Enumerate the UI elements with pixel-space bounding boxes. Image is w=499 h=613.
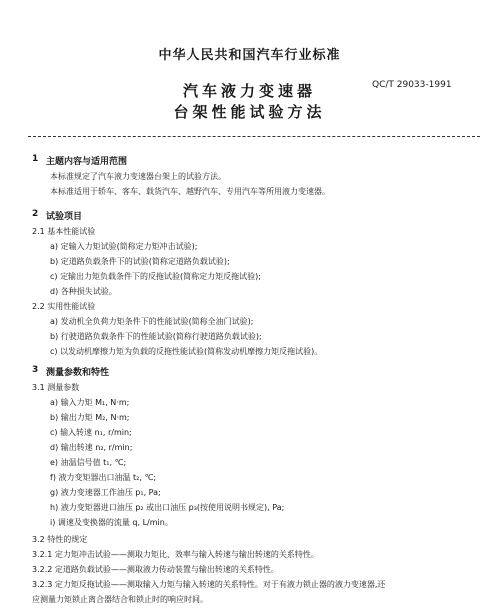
list-item: b) 定道路负载条件下的试验(简称定道路负载试验);	[50, 257, 230, 266]
list-item: c) 输入转速 n₁, r/min;	[50, 428, 132, 437]
subsection-3-2: 3.2 特性的规定	[32, 535, 88, 544]
subsection-3-1: 3.1 测量参数	[32, 383, 80, 392]
list-item: a) 定输入力矩试验(简称定力矩冲击试验);	[50, 242, 198, 251]
list-item: b) 行驶道路负载条件下的性能试验(简称行驶道路负载试验);	[50, 332, 262, 341]
header-divider	[28, 136, 480, 137]
list-item: b) 输出力矩 M₂, N·m;	[50, 413, 130, 422]
clause-3-2-3: 3.2.3 定力矩反拖试验——测取输入力矩与输入转速的关系特性。对于有液力锁止器的液力变速器,还	[32, 580, 386, 589]
list-item: a) 发动机全负荷力矩条件下的性能试验(简称全油门试验);	[50, 317, 254, 326]
paragraph-applicability: 本标准适用于轿车、客车、载货汽车、越野汽车、专用汽车等所用液力变速器。	[50, 187, 330, 196]
document-title-line1: 汽车液力变速器	[182, 82, 316, 100]
section-2-number: 2	[32, 209, 39, 219]
list-item: c) 以发动机摩擦力矩为负载的反拖性能试验(简称发动机摩擦力矩反拖试验)。	[50, 347, 323, 356]
list-item: h) 液力变矩器进口油压 p₂ 或出口油压 p₃(按使用说明书规定), Pa;	[50, 503, 285, 512]
list-item: c) 定输出力矩负载条件下的反拖试验(简称定力矩反拖试验);	[50, 272, 261, 281]
list-item: d) 各种损失试验。	[50, 287, 117, 296]
list-item: i) 调速及变换器的流量 q, L/min。	[50, 518, 173, 527]
clause-3-2-3-continued: 应测量力矩锁止离合器结合和锁止时的响应时间。	[32, 595, 208, 604]
standard-code: QC/T 29033-1991	[372, 80, 452, 90]
section-2-title: 试验项目	[46, 212, 83, 222]
section-3-title: 测量参数和特性	[46, 368, 110, 378]
clause-3-2-2: 3.2.2 定道路负载试验——测取液力传动装置与输出转速的关系特性。	[32, 565, 279, 574]
standard-org-title: 中华人民共和国汽车行业标准	[158, 48, 341, 63]
document-title-line2: 台架性能试验方法	[173, 103, 326, 121]
subsection-2-2: 2.2 实用性能试验	[32, 302, 96, 311]
list-item: d) 输出转速 n₂, r/min;	[50, 443, 133, 452]
paragraph-scope: 本标准规定了汽车液力变速器台架上的试验方法。	[50, 172, 226, 181]
section-1-title: 主题内容与适用范围	[46, 157, 128, 167]
list-item: g) 液力变速器工作油压 p₁, Pa;	[50, 488, 161, 497]
list-item: f) 液力变矩器出口油温 t₂, ℃;	[50, 473, 157, 482]
list-item: e) 油温信号值 t₁, ℃;	[50, 458, 127, 467]
clause-3-2-1: 3.2.1 定力矩冲击试验——测取力矩比、效率与输入转速与输出转速的关系特性。	[32, 550, 319, 559]
list-item: a) 输入力矩 M₁, N·m;	[50, 398, 130, 407]
subsection-2-1: 2.1 基本性能试验	[32, 227, 96, 236]
section-3-number: 3	[32, 365, 39, 375]
section-1-number: 1	[32, 154, 39, 164]
